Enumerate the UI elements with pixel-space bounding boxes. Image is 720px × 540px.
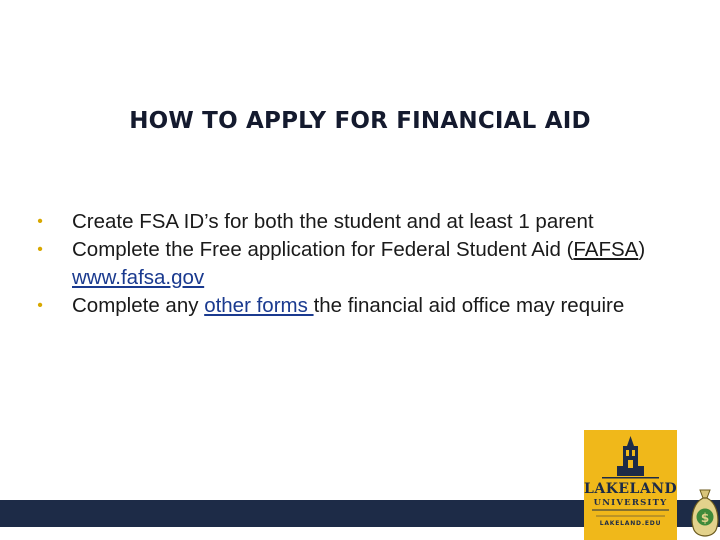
bullet-list bbox=[30, 208, 670, 320]
slide-title: HOW TO APPLY FOR FINANCIAL AID bbox=[129, 108, 591, 134]
bullet-text: the financial aid office may require bbox=[313, 294, 625, 317]
logo-name: LAKELAND bbox=[584, 481, 678, 497]
logo-university: UNIVERSITY bbox=[593, 498, 668, 508]
bullet-item bbox=[30, 292, 670, 320]
svg-text:$: $ bbox=[700, 511, 710, 525]
bullet-item bbox=[30, 208, 670, 236]
bullet-text: Complete the Free application for Federal Student Aid ( bbox=[72, 238, 574, 261]
money-bag-icon bbox=[690, 486, 720, 540]
fafsa-link[interactable]: www.fafsa.gov bbox=[72, 266, 205, 289]
bullet-dot-icon: • bbox=[37, 213, 43, 230]
lakeland-logo bbox=[584, 430, 677, 540]
other-forms-link[interactable]: other forms bbox=[204, 294, 314, 317]
bullet-text: ) bbox=[638, 238, 646, 261]
tower-icon bbox=[584, 430, 677, 482]
bullet-text: Create FSA ID’s for both the student and at least 1 parent bbox=[72, 210, 594, 233]
bullet-item bbox=[30, 236, 670, 292]
fafsa-acronym: FAFSA bbox=[573, 238, 639, 261]
bullet-dot-icon: • bbox=[37, 297, 43, 314]
logo-url: LAKELAND.EDU bbox=[599, 520, 662, 527]
bullet-dot-icon: • bbox=[37, 241, 43, 258]
bullet-text: Complete any bbox=[72, 294, 205, 317]
